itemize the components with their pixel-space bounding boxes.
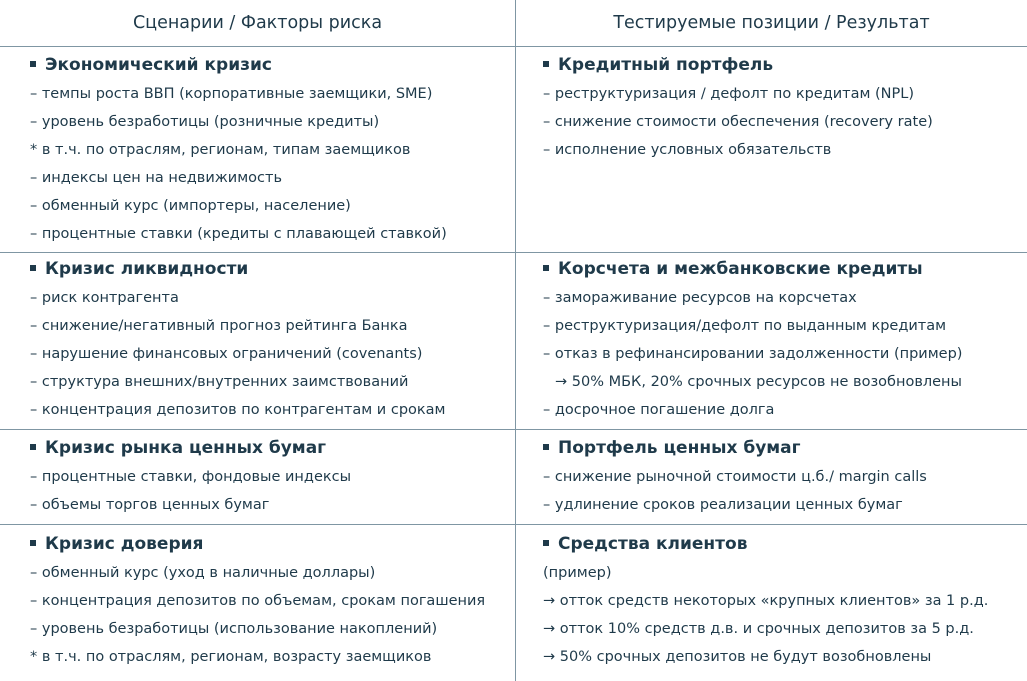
list-item: – нарушение финансовых ограничений (covenants): [30, 346, 423, 362]
row-divider-1: [0, 252, 1027, 253]
cell-securities-portfolio: [543, 433, 927, 519]
header-divider: [0, 46, 1027, 47]
list-item: – реструктуризация/дефолт по выданным кредитам: [543, 318, 947, 334]
list-item: – исполнение условных обязательств: [543, 142, 832, 158]
list-item: → 50% срочных депозитов не будут возобновлены: [543, 649, 932, 665]
scenario-title: Кризис доверия: [30, 529, 485, 559]
bullet-icon: [30, 61, 36, 67]
cell-economic-crisis: [30, 50, 447, 248]
position-title: Корсчета и межбанковские кредиты: [543, 254, 962, 284]
list-item: – концентрация депозитов по контрагентам и срокам: [30, 402, 446, 418]
list-item: – концентрация депозитов по объемам, срокам погашения: [30, 593, 486, 609]
list-item: – досрочное погашение долга: [543, 402, 775, 418]
list-item: – объемы торгов ценных бумаг: [30, 497, 270, 513]
bullet-icon: [543, 265, 549, 271]
list-item: – удлинение сроков реализации ценных бумаг: [543, 497, 903, 513]
list-item: (пример): [543, 565, 612, 581]
list-item: – реструктуризация / дефолт по кредитам (NPL): [543, 86, 915, 102]
cell-credit-portfolio: [543, 50, 933, 164]
list-item: – уровень безработицы (розничные кредиты): [30, 114, 380, 130]
list-item: → 50% МБК, 20% срочных ресурсов не возобновлены: [555, 374, 962, 390]
list-item: – процентные ставки, фондовые индексы: [30, 469, 352, 485]
bullet-icon: [543, 61, 549, 67]
list-item: – снижение стоимости обеспечения (recovery rate): [543, 114, 933, 130]
bullet-icon: [30, 265, 36, 271]
scenario-title: Кризис ликвидности: [30, 254, 445, 284]
list-item: – снижение/негативный прогноз рейтинга Банка: [30, 318, 408, 334]
bullet-icon: [543, 540, 549, 546]
row-divider-3: [0, 524, 1027, 525]
list-item: – обменный курс (уход в наличные доллары): [30, 565, 376, 581]
scenario-title: Экономический кризис: [30, 50, 447, 80]
cell-correspondent-accounts: [543, 254, 962, 424]
header-positions: Тестируемые позиции / Результат: [613, 13, 930, 33]
list-item: – процентные ставки (кредиты с плавающей ставкой): [30, 226, 447, 242]
list-item: – темпы роста ВВП (корпоративные заемщики, SME): [30, 86, 433, 102]
cell-securities-crisis: [30, 433, 351, 519]
list-item: – риск контрагента: [30, 290, 179, 306]
position-title: Кредитный портфель: [543, 50, 933, 80]
scenario-title: Кризис рынка ценных бумаг: [30, 433, 351, 463]
list-item: → отток средств некоторых «крупных клиентов» за 1 р.д.: [543, 593, 989, 609]
column-divider: [515, 0, 516, 681]
list-item: – снижение рыночной стоимости ц.б./ margin calls: [543, 469, 927, 485]
list-item: – отказ в рефинансировании задолженности (пример): [543, 346, 963, 362]
list-item: – уровень безработицы (использование накоплений): [30, 621, 438, 637]
cell-liquidity-crisis: [30, 254, 445, 424]
cell-client-funds: [543, 529, 988, 671]
bullet-icon: [543, 444, 549, 450]
list-item: → отток 10% средств д.в. и срочных депозитов за 5 р.д.: [543, 621, 974, 637]
row-divider-2: [0, 429, 1027, 430]
header-scenarios: Сценарии / Факторы риска: [132, 13, 383, 33]
position-title: Средства клиентов: [543, 529, 988, 559]
list-item: – обменный курс (импортеры, население): [30, 198, 351, 214]
list-item: – замораживание ресурсов на корсчетах: [543, 290, 857, 306]
list-item: * в т.ч. по отраслям, регионам, типам заемщиков: [30, 142, 411, 158]
list-item: – индексы цен на недвижимость: [30, 170, 283, 186]
bullet-icon: [30, 540, 36, 546]
list-item: * в т.ч. по отраслям, регионам, возрасту заемщиков: [30, 649, 432, 665]
bullet-icon: [30, 444, 36, 450]
list-item: – структура внешних/внутренних заимствований: [30, 374, 409, 390]
cell-trust-crisis: [30, 529, 485, 671]
position-title: Портфель ценных бумаг: [543, 433, 927, 463]
